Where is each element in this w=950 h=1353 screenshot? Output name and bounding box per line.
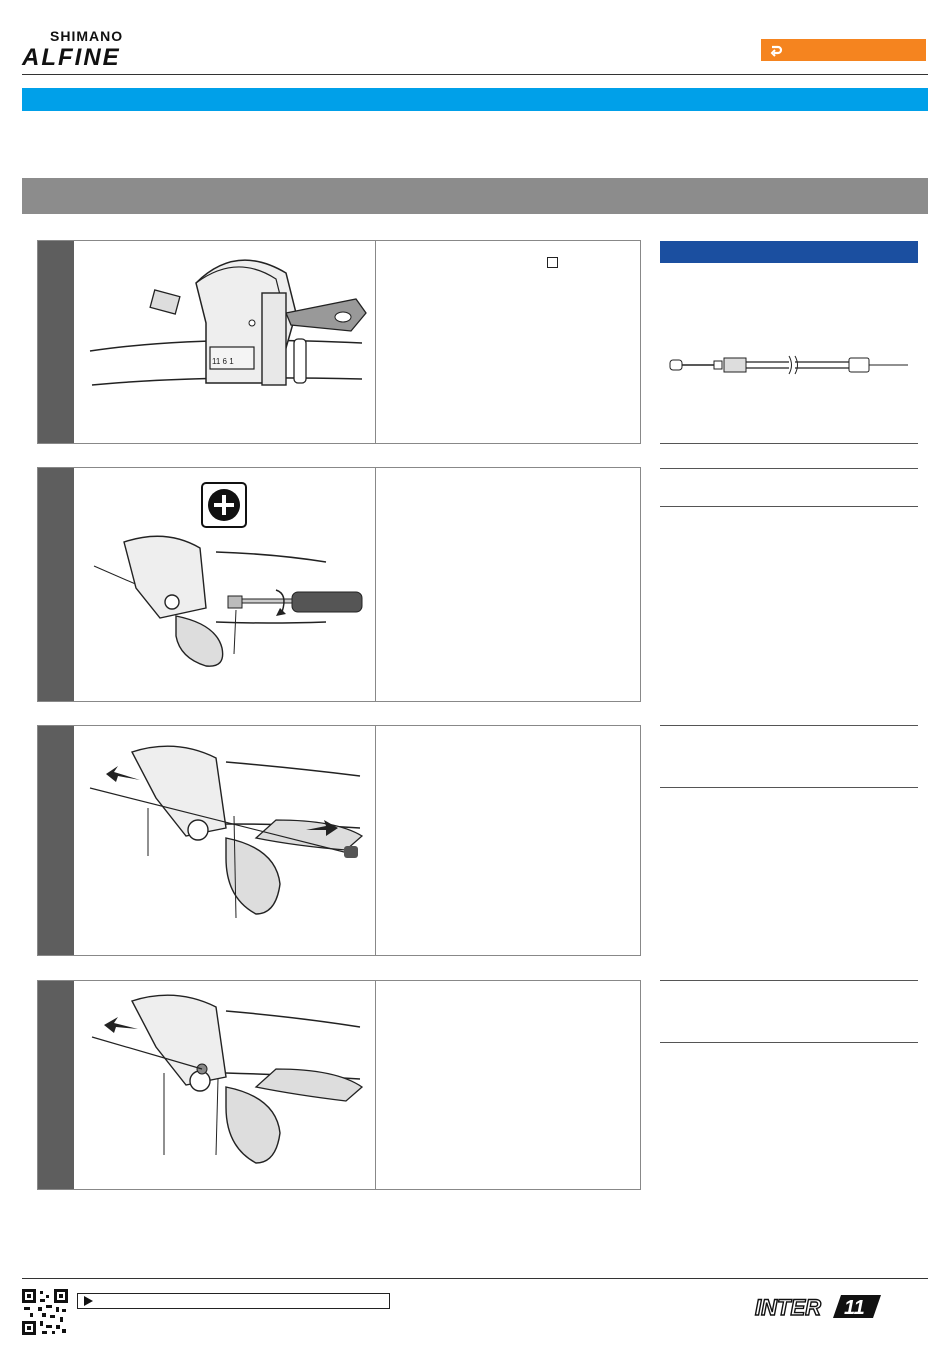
sidebar-header xyxy=(660,241,918,263)
subsection-bar xyxy=(22,178,928,214)
inter-11-logo xyxy=(753,1291,883,1321)
alfine-logo: ALFINE xyxy=(22,44,121,71)
video-link[interactable] xyxy=(77,1293,390,1309)
shimano-logo: SHIMANO xyxy=(50,28,124,44)
step-2 xyxy=(37,467,641,702)
section-title-bar xyxy=(22,88,928,111)
shift-lever-top-view xyxy=(76,243,372,441)
play-icon xyxy=(81,1294,95,1308)
step-number-3 xyxy=(38,726,74,955)
step-number-2 xyxy=(38,468,74,701)
svg-text:11 6 1: 11 6 1 xyxy=(212,357,234,366)
return-arrow-icon xyxy=(769,43,783,57)
footer-rule xyxy=(22,1278,928,1279)
svg-text:11: 11 xyxy=(844,1297,865,1319)
back-button[interactable] xyxy=(761,39,926,61)
inner-cable-icon xyxy=(664,352,914,378)
shift-lever-screwdriver xyxy=(76,528,372,698)
svg-text:INTER: INTER xyxy=(755,1295,821,1320)
shift-lever-cable-pull xyxy=(76,983,372,1187)
reference-checkbox xyxy=(547,257,558,268)
step-3 xyxy=(37,725,641,956)
step-number-4 xyxy=(38,981,74,1189)
plus-circle-icon xyxy=(76,482,372,528)
step-number-1 xyxy=(38,241,74,443)
shift-lever-cable-insert xyxy=(76,728,372,952)
step-1 xyxy=(37,240,641,444)
step-4 xyxy=(37,980,641,1190)
qr-code[interactable] xyxy=(22,1289,68,1335)
header-rule xyxy=(22,74,928,75)
